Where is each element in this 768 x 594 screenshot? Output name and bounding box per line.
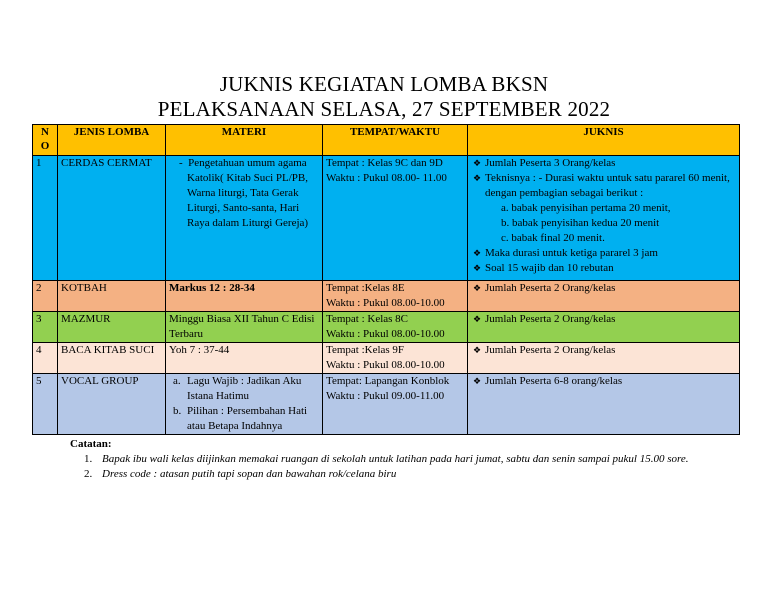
juknis-text: a. babak penyisihan pertama 20 menit,: [501, 202, 671, 214]
table-row: [33, 312, 740, 343]
juknis-item: [473, 171, 736, 201]
juknis-item: [473, 312, 736, 327]
diamond-bullet-icon: ❖: [473, 376, 482, 386]
juknis-cell: [468, 281, 740, 312]
materi-text: Markus 12 : 28-34: [169, 282, 255, 294]
jenis-lomba-cell: KOTBAH: [58, 281, 166, 312]
juknis-item: [473, 156, 736, 171]
diamond-bullet-icon: ❖: [473, 283, 482, 293]
juknis-item: [473, 246, 736, 261]
juknis-text: b. babak penyisihan kedua 20 menit: [501, 217, 660, 229]
table-row: [33, 156, 740, 281]
materi-text: Pilihan : Persembahan Hati atau Betapa Indahnya: [187, 405, 308, 432]
tempat-waktu-cell: [323, 374, 468, 435]
juknis-subitem: [485, 231, 736, 246]
juknis-cell: [468, 343, 740, 374]
tempat-waktu-cell: [323, 312, 468, 343]
juknis-subitem: [485, 201, 736, 216]
waktu-text: Waktu : Pukul 09.00-11.00: [326, 390, 445, 402]
lomba-table: [32, 124, 740, 435]
jenis-lomba-cell: MAZMUR: [58, 312, 166, 343]
juknis-text: c. babak final 20 menit.: [501, 232, 605, 244]
note-number: 2.: [84, 468, 93, 480]
juknis-text: Maka durasi untuk ketiga pararel 3 jam: [485, 247, 658, 259]
juknis-text: Jumlah Peserta 2 Orang/kelas: [485, 282, 616, 294]
juknis-cell: [468, 374, 740, 435]
waktu-text: Waktu : Pukul 08.00-10.00: [326, 297, 445, 309]
waktu-text: Waktu : Pukul 08.00-10.00: [326, 359, 445, 371]
juknis-text: Jumlah Peserta 3 Orang/kelas: [485, 157, 616, 169]
diamond-bullet-icon: ❖: [473, 345, 482, 355]
juknis-cell: [468, 312, 740, 343]
note-number: 1.: [84, 453, 93, 465]
materi-list: [169, 374, 319, 434]
waktu-text: Waktu : Pukul 08.00- 11.00: [326, 172, 447, 184]
note-item: [70, 452, 702, 466]
jenis-lomba-cell: VOCAL GROUP: [58, 374, 166, 435]
row-number: 4: [33, 343, 58, 374]
diamond-bullet-icon: ❖: [473, 248, 482, 258]
notes-list: [70, 452, 702, 481]
materi-cell: Minggu Biasa XII Tahun C Edisi Terbaru: [166, 312, 323, 343]
materi-cell: [166, 281, 323, 312]
tempat-text: Tempat :Kelas 8E: [326, 282, 405, 294]
header-jenis-lomba: JENIS LOMBA: [58, 125, 166, 156]
materi-text: Pengetahuan umum agama Katolik( Kitab Suci PL/PB, Warna liturgi, Tata Gerak Liturgi, Santo-santa, Hari Raya dalam Liturgi Gereja): [187, 157, 309, 229]
diamond-bullet-icon: ❖: [473, 158, 482, 168]
jenis-lomba-cell: CERDAS CERMAT: [58, 156, 166, 281]
header-no: N O: [33, 125, 58, 156]
table-row: [33, 281, 740, 312]
row-number: 5: [33, 374, 58, 435]
diamond-bullet-icon: ❖: [473, 314, 482, 324]
diamond-bullet-icon: ❖: [473, 263, 482, 273]
notes-heading: Catatan:: [70, 438, 112, 450]
jenis-lomba-cell: BACA KITAB SUCI: [58, 343, 166, 374]
tempat-text: Tempat : Kelas 8C: [326, 313, 409, 325]
header-juknis: JUKNIS: [468, 125, 740, 156]
juknis-item: [473, 261, 736, 276]
note-text: Bapak ibu wali kelas diijinkan memakai ruangan di sekolah untuk latihan pada hari jumat, sabtu dan senin sampai pukul 15.00 sore.: [102, 453, 689, 465]
materi-item: [173, 374, 319, 404]
juknis-text: Soal 15 wajib dan 10 rebutan: [485, 262, 614, 274]
materi-letter: a.: [173, 375, 181, 387]
juknis-list: [471, 343, 736, 358]
document-title: JUKNIS KEGIATAN LOMBA BKSN: [219, 72, 549, 96]
materi-cell: [166, 374, 323, 435]
document-subtitle: PELAKSANAAN SELASA, 27 SEPTEMBER 2022: [157, 97, 611, 121]
juknis-item: [473, 281, 736, 296]
tempat-text: Tempat : Kelas 9C dan 9D: [326, 157, 443, 169]
juknis-text: Jumlah Peserta 6-8 orang/kelas: [485, 375, 623, 387]
tempat-text: Tempat: Lapangan Konblok: [326, 375, 450, 387]
juknis-item: [473, 374, 736, 389]
materi-item: [173, 404, 319, 434]
header-materi: MATERI: [166, 125, 323, 156]
materi-cell: Yoh 7 : 37-44: [166, 343, 323, 374]
materi-letter: b.: [173, 405, 182, 417]
header-tempat-waktu: TEMPAT/WAKTU: [323, 125, 468, 156]
row-number: 2: [33, 281, 58, 312]
juknis-list: [471, 312, 736, 327]
materi-item: - Pengetahuan umum agama Katolik( Kitab Suci PL/PB, Warna liturgi, Tata Gerak Liturgi, Santo-santa, Hari Raya dalam Liturgi Gereja): [179, 157, 309, 229]
row-number: 1: [33, 156, 58, 281]
juknis-text: Teknisnya : - Durasi waktu untuk satu pararel 60 menit, dengan pembagian sebagai berikut :: [485, 172, 730, 199]
materi-cell: [166, 156, 323, 281]
materi-text: Lagu Wajib : Jadikan Aku Istana Hatimu: [187, 375, 302, 402]
juknis-list: [471, 374, 736, 389]
tempat-waktu-cell: [323, 156, 468, 281]
diamond-bullet-icon: ❖: [473, 173, 482, 183]
juknis-subitem: [485, 216, 736, 231]
note-text: Dress code : atasan putih tapi sopan dan bawahan rok/celana biru: [102, 468, 397, 480]
table-row: [33, 343, 740, 374]
tempat-waktu-cell: [323, 281, 468, 312]
notes-section: [70, 437, 702, 481]
materi-list: [169, 156, 319, 231]
table-row: [33, 374, 740, 435]
juknis-text: Jumlah Peserta 2 Orang/kelas: [485, 344, 616, 356]
juknis-cell: [468, 156, 740, 281]
tempat-waktu-cell: [323, 343, 468, 374]
note-item: [70, 467, 702, 481]
juknis-item: [473, 343, 736, 358]
table-header-row: [33, 125, 740, 156]
row-number: 3: [33, 312, 58, 343]
tempat-text: Tempat :Kelas 9F: [326, 344, 405, 356]
juknis-list: [471, 281, 736, 296]
juknis-list: [471, 156, 736, 276]
juknis-text: Jumlah Peserta 2 Orang/kelas: [485, 313, 616, 325]
waktu-text: Waktu : Pukul 08.00-10.00: [326, 328, 445, 340]
